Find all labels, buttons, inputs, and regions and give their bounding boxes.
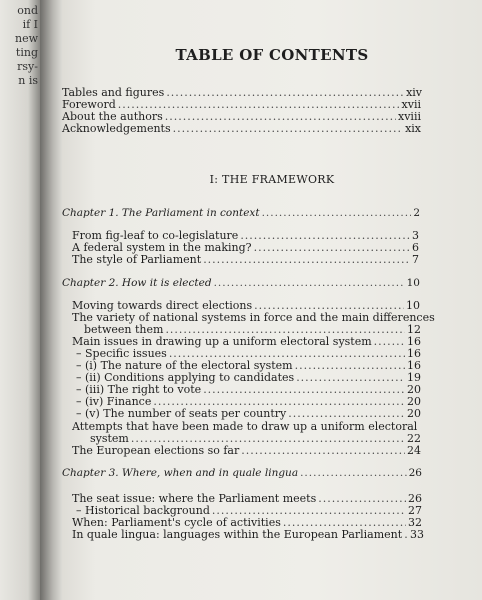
left-page-fragment: new (14, 32, 38, 45)
toc-entry-label: Tables and figures (62, 86, 165, 99)
leader-dots (262, 207, 412, 220)
toc-chapter-label: Chapter 3. Where, when and in quale lingua (62, 467, 299, 479)
toc-entry-page: 6 (412, 241, 419, 254)
toc-entry-page: 10 (406, 299, 420, 312)
toc-entry-label: – (ii) Conditions applying to candidates (76, 371, 295, 384)
toc-entry (76, 407, 421, 420)
toc-entry-page: xiv (406, 86, 422, 99)
toc-chapter-label: Chapter 1. The Parliament in context (62, 207, 260, 219)
book-gutter (40, 0, 62, 600)
toc-entry-page: 22 (407, 432, 421, 445)
toc-entry-label: The variety of national systems in force and the main differences (72, 311, 435, 324)
toc-entry-label: – Historical background (76, 504, 210, 517)
leader-dots (214, 277, 405, 290)
toc-entry-label: Foreword (62, 98, 116, 111)
toc-chapter-page: 2 (413, 207, 420, 219)
toc-entry-page: 16 (407, 359, 421, 372)
toc-entry-page: 20 (407, 407, 421, 420)
toc-entry (72, 528, 424, 541)
toc-entry-page: 32 (408, 516, 422, 529)
toc-entry-page: 16 (407, 347, 421, 360)
toc-chapter-label: Chapter 2. How it is elected (62, 277, 212, 289)
toc-chapter (62, 277, 420, 290)
toc-entry-label: The style of Parliament (72, 253, 202, 266)
toc-chapter (62, 467, 422, 480)
toc-chapter (62, 207, 420, 220)
leader-dots (404, 528, 408, 541)
toc-entry-label: system (90, 432, 129, 445)
toc-entry-page: 20 (407, 383, 421, 396)
toc-entry-page: 16 (407, 335, 421, 348)
toc-entry-label: Acknowledgements (62, 122, 171, 135)
left-page-fragment: n is (18, 74, 38, 87)
leader-dots (173, 122, 403, 135)
toc-entry-page: 3 (412, 229, 419, 242)
leader-dots (288, 407, 405, 420)
toc-entry-label: In quale lingua: languages within the European Parliament (72, 528, 403, 541)
toc-entry-page: 33 (410, 528, 424, 541)
left-page-fragment: ting (15, 46, 38, 59)
toc-chapter-page: 10 (406, 277, 420, 289)
toc-entry-page: 24 (407, 444, 421, 457)
toc-entry-page: xix (405, 122, 421, 135)
toc-entry-label: Moving towards direct elections (72, 299, 253, 312)
toc-entry-label: – (iii) The right to vote (76, 383, 202, 396)
toc-entry-page: xvii (401, 98, 421, 111)
toc-entry-label: – Specific issues (76, 347, 167, 360)
toc-entry-label: From fig-leaf to co-legislature (72, 229, 239, 242)
toc-entry-page: 19 (407, 371, 421, 384)
toc-entry-page: 26 (408, 492, 422, 505)
toc-entry-page: 7 (412, 253, 419, 266)
left-page-fragment: rsy- (17, 60, 38, 73)
toc-entry (72, 444, 421, 457)
toc-entry-page: 20 (407, 395, 421, 408)
leader-dots (203, 253, 410, 266)
leader-dots (241, 444, 405, 457)
toc-entry-label: The seat issue: where the Parliament meets (72, 492, 317, 505)
toc-entry-page: xviii (398, 110, 421, 123)
toc-entry-label: Main issues in drawing up a uniform electoral system (72, 335, 372, 348)
leader-dots (300, 467, 407, 480)
part-heading: I: THE FRAMEWORK (209, 173, 335, 186)
toc-entry-label: – (i) The nature of the electoral system (76, 359, 293, 372)
toc-entry-label: When: Parliament's cycle of activities (72, 516, 281, 529)
toc-entry-label: A federal system in the making? (72, 241, 252, 254)
toc-entry (62, 122, 421, 135)
toc-entry (72, 253, 419, 266)
page-title: TABLE OF CONTENTS (175, 46, 369, 64)
toc-entry-label: between them (84, 323, 164, 336)
toc-entry-label: – (v) The number of seats per country (76, 407, 287, 420)
toc-entry-page: 12 (407, 323, 421, 336)
left-page-edge (0, 0, 40, 600)
left-page-fragment: if I (22, 18, 38, 31)
toc-entry-page: 27 (408, 504, 422, 517)
toc-page (62, 0, 482, 600)
toc-chapter-page: 26 (408, 467, 422, 479)
toc-entry-label: The European elections so far (72, 444, 240, 457)
left-page-fragment: ond (17, 4, 38, 17)
toc-entry-label: About the authors (62, 110, 163, 123)
toc-entry-label: Attempts that have been made to draw up a uniform electoral (72, 420, 418, 433)
toc-entry-label: – (iv) Finance (76, 395, 152, 408)
